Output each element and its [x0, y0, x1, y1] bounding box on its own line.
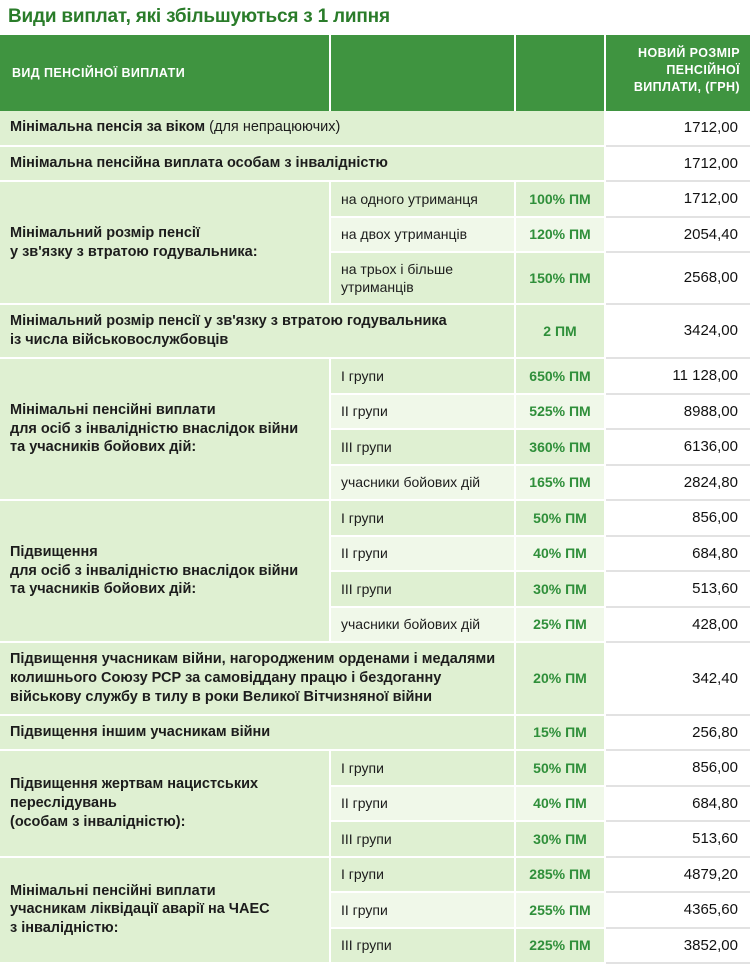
category-cell: I групи [330, 358, 515, 394]
payment-type-note: (для непрацюючих) [205, 119, 341, 136]
amount-cell: 684,80 [605, 786, 750, 822]
payment-type-label [0, 304, 515, 358]
payment-type-label [0, 750, 330, 857]
category-cell: II групи [330, 786, 515, 822]
payment-type-label [0, 358, 330, 500]
category-cell: III групи [330, 928, 515, 964]
percent-cell: 50% ПМ [515, 500, 605, 536]
category-cell: на трьох і більше утриманців [330, 252, 515, 304]
amount-cell: 2568,00 [605, 252, 750, 304]
percent-cell: 15% ПМ [515, 715, 605, 751]
payment-type-line: Підвищення жертвам нацистських переслідувань [10, 776, 259, 811]
payment-type-label [0, 857, 330, 964]
payment-type-label [0, 715, 515, 751]
payment-type-line: Мінімальний розмір пенсії у зв'язку з втратою годувальника [10, 313, 447, 330]
percent-cell: 2 ПМ [515, 304, 605, 358]
category-cell: учасники бойових дій [330, 607, 515, 643]
payment-type-line: у зв'язку з втратою годувальника: [10, 243, 258, 260]
amount-cell: 513,60 [605, 821, 750, 857]
amount-cell: 8988,00 [605, 394, 750, 430]
payment-type-line: та учасників бойових дій: [10, 439, 197, 456]
category-cell: III групи [330, 429, 515, 465]
payment-type-line: (особам з інвалідністю): [10, 813, 186, 830]
page-title: Види виплат, які збільшуються з 1 липня [8, 6, 390, 27]
amount-cell: 856,00 [605, 500, 750, 536]
percent-cell: 40% ПМ [515, 536, 605, 572]
percent-cell: 650% ПМ [515, 358, 605, 394]
column-header-payment-type: ВИД ПЕНСІЙНОЇ ВИПЛАТИ [0, 35, 330, 111]
amount-cell: 342,40 [605, 642, 750, 715]
category-cell: учасники бойових дій [330, 465, 515, 501]
table-row [0, 181, 750, 217]
table-row [0, 111, 750, 146]
amount-cell: 6136,00 [605, 429, 750, 465]
category-cell: I групи [330, 857, 515, 893]
payment-type-line: Підвищення учасникам війни, нагородженим орденами і медалями колишнього Союзу РСР за самовіддану працю і бездоганну військову службу в тилу в роки Великої Вітчизняної війни [10, 651, 496, 705]
amount-cell: 3424,00 [605, 304, 750, 358]
amount-cell: 4879,20 [605, 857, 750, 893]
payment-type-line: Мінімальні пенсійні виплати [10, 401, 216, 418]
percent-cell: 20% ПМ [515, 642, 605, 715]
amount-cell: 256,80 [605, 715, 750, 751]
table-header-row [0, 35, 750, 111]
category-cell: III групи [330, 571, 515, 607]
table-row [0, 715, 750, 751]
category-cell: II групи [330, 892, 515, 928]
payment-type-line: учасникам ліквідації аварії на ЧАЕС [10, 901, 270, 918]
amount-cell: 856,00 [605, 750, 750, 786]
column-header-percent [515, 35, 605, 111]
payment-type-label [0, 642, 515, 715]
column-header-new-amount: НОВИЙ РОЗМІР ПЕНСІЙНОЇ ВИПЛАТИ, (ГРН) [605, 35, 750, 111]
percent-cell: 25% ПМ [515, 607, 605, 643]
table-row [0, 146, 750, 182]
payment-type-line: та учасників бойових дій: [10, 581, 197, 598]
payment-type-label [0, 111, 605, 146]
payments-table [0, 35, 750, 964]
percent-cell: 120% ПМ [515, 217, 605, 253]
payment-type-line: Мінімальний розмір пенсії [10, 224, 200, 241]
percent-cell: 360% ПМ [515, 429, 605, 465]
percent-cell: 30% ПМ [515, 821, 605, 857]
table-row [0, 500, 750, 536]
payment-type-label [0, 181, 330, 304]
table-body [0, 111, 750, 963]
category-cell: на двох утриманців [330, 217, 515, 253]
table-row [0, 857, 750, 893]
amount-cell: 513,60 [605, 571, 750, 607]
category-cell: II групи [330, 394, 515, 430]
amount-cell: 1712,00 [605, 181, 750, 217]
table-row [0, 750, 750, 786]
percent-cell: 525% ПМ [515, 394, 605, 430]
percent-cell: 30% ПМ [515, 571, 605, 607]
table-row [0, 358, 750, 394]
percent-cell: 285% ПМ [515, 857, 605, 893]
category-cell: I групи [330, 500, 515, 536]
payment-type-line: Підвищення [10, 543, 98, 560]
category-cell: II групи [330, 536, 515, 572]
payment-type-label [0, 146, 605, 182]
payment-type-line: Підвищення іншим учасникам війни [10, 723, 271, 740]
amount-cell: 684,80 [605, 536, 750, 572]
table-row [0, 304, 750, 358]
amount-cell: 428,00 [605, 607, 750, 643]
payment-type-line: для осіб з інвалідністю внаслідок війни [10, 562, 299, 579]
percent-cell: 40% ПМ [515, 786, 605, 822]
table-row [0, 642, 750, 715]
percent-cell: 255% ПМ [515, 892, 605, 928]
payment-type-line: із числа військовослужбовців [10, 332, 229, 349]
amount-cell: 11 128,00 [605, 358, 750, 394]
payment-type-label [0, 500, 330, 642]
amount-cell: 1712,00 [605, 111, 750, 146]
percent-cell: 225% ПМ [515, 928, 605, 964]
amount-cell: 4365,60 [605, 892, 750, 928]
amount-cell: 2824,80 [605, 465, 750, 501]
percent-cell: 165% ПМ [515, 465, 605, 501]
category-cell: III групи [330, 821, 515, 857]
payment-type-line: з інвалідністю: [10, 920, 119, 937]
payment-type-line: Мінімальна пенсія за віком [10, 119, 206, 136]
percent-cell: 50% ПМ [515, 750, 605, 786]
percent-cell: 100% ПМ [515, 181, 605, 217]
column-header-category [330, 35, 515, 111]
percent-cell: 150% ПМ [515, 252, 605, 304]
category-cell: I групи [330, 750, 515, 786]
amount-cell: 2054,40 [605, 217, 750, 253]
category-cell: на одного утриманця [330, 181, 515, 217]
table-header [0, 35, 750, 111]
payment-type-line: для осіб з інвалідністю внаслідок війни [10, 420, 299, 437]
amount-cell: 1712,00 [605, 146, 750, 182]
payment-type-line: Мінімальні пенсійні виплати [10, 882, 216, 899]
payment-type-line: Мінімальна пенсійна виплата особам з інвалідністю [10, 154, 388, 171]
amount-cell: 3852,00 [605, 928, 750, 964]
